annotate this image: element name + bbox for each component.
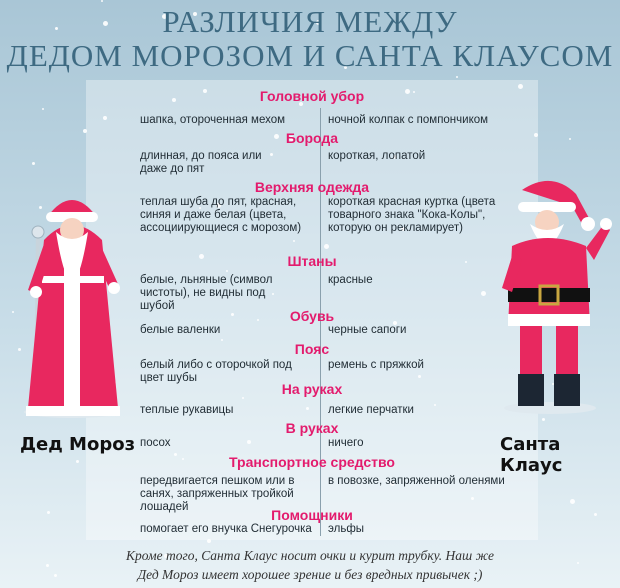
category-label: Штаны bbox=[287, 253, 337, 269]
right-cell: в повозке, запряженной оленями bbox=[328, 475, 505, 487]
snowflake bbox=[76, 460, 79, 463]
category-label: Транспортное средство bbox=[229, 454, 395, 470]
category-label: В руках bbox=[285, 420, 339, 436]
right-cell: ночной колпак с помпончиком bbox=[328, 114, 489, 126]
snowflake bbox=[594, 513, 597, 516]
left-cell: посох bbox=[140, 437, 171, 449]
left-cell: теплые рукавицы bbox=[140, 404, 234, 416]
snowflake bbox=[42, 108, 44, 110]
category-label: Головной убор bbox=[259, 88, 365, 104]
page-title-line-2: ДЕДОМ МОРОЗОМ И САНТА КЛАУСОМ bbox=[6, 38, 614, 73]
left-cell: длинная, до пояса или даже до пят bbox=[140, 150, 262, 175]
category-label: На руках bbox=[281, 381, 343, 397]
ded-moroz-illustration bbox=[14, 180, 134, 420]
ded-moroz-label: Дед Мороз bbox=[20, 434, 136, 455]
snowflake bbox=[570, 499, 575, 504]
left-cell: белые, льняные (символ чистоты), не видны под шубой bbox=[140, 274, 273, 312]
footer-note-line-2: Дед Мороз имеет хорошее зрение и без вредных привычек ;) bbox=[137, 567, 483, 582]
footer-note-line-1: Кроме того, Санта Клаус носит очки и курит трубку. Наш же bbox=[126, 548, 494, 563]
category-label: Верхняя одежда bbox=[254, 179, 370, 195]
right-cell: красные bbox=[328, 274, 373, 286]
left-cell: теплая шуба до пят, красная, синяя и даже белая (цвета, ассоциирующиеся с морозом) bbox=[140, 196, 302, 234]
right-cell: короткая, лопатой bbox=[328, 150, 426, 162]
category-label: Борода bbox=[285, 130, 339, 146]
snowflake bbox=[101, 0, 103, 2]
snowflake bbox=[32, 162, 35, 165]
left-cell: передвигается пешком или в санях, запряженных тройкой лошадей bbox=[140, 475, 295, 513]
santa-claus-illustration bbox=[492, 176, 612, 416]
left-cell: белые валенки bbox=[140, 324, 221, 336]
right-cell: черные сапоги bbox=[328, 324, 407, 336]
snowflake bbox=[47, 511, 50, 514]
category-label: Помощники bbox=[271, 507, 353, 523]
category-label: Обувь bbox=[289, 308, 335, 324]
left-cell: шапка, отороченная мехом bbox=[140, 114, 286, 126]
snowflake bbox=[542, 418, 545, 421]
snowflake bbox=[569, 138, 571, 140]
left-cell: белый либо с оторочкой под цвет шубы bbox=[140, 359, 292, 384]
right-cell: ремень с пряжкой bbox=[328, 359, 424, 371]
right-cell: короткая красная куртка (цвета товарного знака "Кока-Колы", которую он рекламирует) bbox=[328, 196, 496, 234]
right-cell: легкие перчатки bbox=[328, 404, 414, 416]
category-label: Пояс bbox=[294, 341, 330, 357]
snowflake bbox=[456, 76, 458, 78]
santa-claus-label: Санта Клаус bbox=[500, 434, 563, 476]
page-title-line-1: РАЗЛИЧИЯ МЕЖДУ bbox=[162, 4, 458, 39]
right-cell: ничего bbox=[328, 437, 364, 449]
right-cell: эльфы bbox=[328, 523, 365, 535]
left-cell: помогает его внучка Снегурочка bbox=[140, 523, 312, 535]
